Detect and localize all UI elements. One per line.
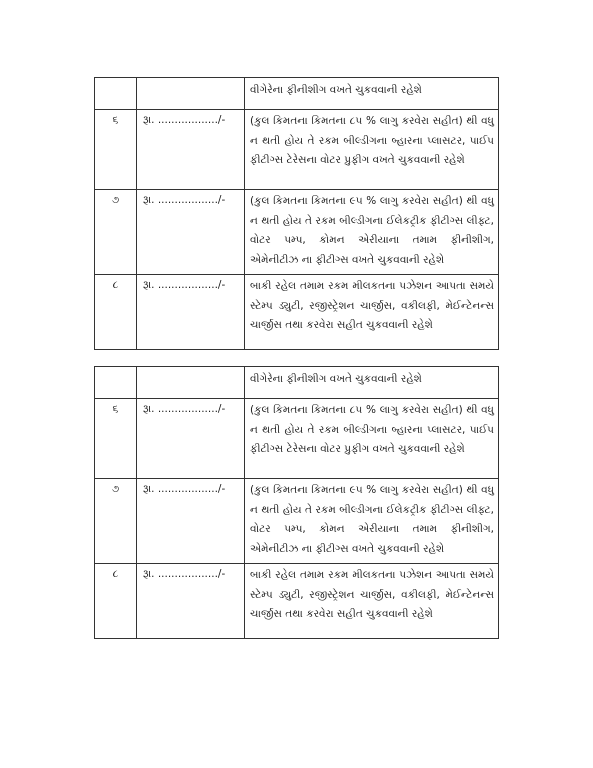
description-cell: (કુલ કિમતના કિમતના ૮૫ % લાગુ કરવેરા સહીત) થી વધુ ન થતી હોય તે રકમ બીલ્ડીગના બ્હારના પ્લાસટર, પાઈપ ફીટીગ્સ ટેરેસના વોટર પ્રુફીગ વખતે ચુકવવાની રહેશે [245,399,499,479]
serial-number-cell: ૬ [95,399,137,479]
description-cell: બાકી રહેલ તમામ રકમ મીલકતના પઝેશન આપતા સમયે સ્ટેમ્પ ડ્યુટી, રજીસ્ટ્રેશન ચાર્જીસ, વકીલફી, મેઈન્ટેનન્સ ચાર્જીસ તથા કરવેરા સહીત ચુકવવાની રહેશે [245,564,499,639]
table-row [95,479,499,564]
amount-cell: રૂા. ................../- [137,275,245,350]
serial-number-cell [95,367,137,399]
description-cell: બાકી રહેલ તમામ રકમ મીલકતના પઝેશન આપતા સમયે સ્ટેમ્પ ડ્યુટી, રજીસ્ટ્રેશન ચાર્જીસ, વકીલફી, મેઈન્ટેનન્સ ચાર્જીસ તથા કરવેરા સહીત ચુકવવાની રહેશે [245,275,499,350]
description-cell: વીગેરેના ફીનીશીગ વખતે ચુકવવાની રહેશે [245,367,499,399]
table-row [95,564,499,639]
payment-schedule-table-1 [94,77,499,350]
table-row-continuation [95,78,499,110]
table-row [95,190,499,275]
description-cell: (કુલ કિમતના કિમતના ૮૫ % લાગુ કરવેરા સહીત) થી વધુ ન થતી હોય તે રકમ બીલ્ડીગના બ્હારના પ્લાસટર, પાઈપ ફીટીગ્સ ટેરેસના વોટર પ્રુફીગ વખતે ચુકવવાની રહેશે [245,110,499,190]
payment-schedule-table-2 [94,366,499,639]
table-row [95,110,499,190]
description-cell: (કુલ કિમતના કિમતના ૯૫ % લાગુ કરવેરા સહીત) થી વધુ ન થતી હોય તે રકમ બીલ્ડીગના ઈલેકટ્રીક ફીટીગ્સ લીફ્ટ, વોટર પમ્પ, કોમન એરીયાના તમામ ફીનીશીગ, એમેનીટીઝ ના ફીટીગ્સ વખતે ચુકવવાની રહેશે [245,190,499,275]
amount-cell: રૂા. ................../- [137,479,245,564]
amount-cell: રૂા. ................../- [137,110,245,190]
serial-number-cell: ૮ [95,564,137,639]
serial-number-cell: ૮ [95,275,137,350]
table-row [95,399,499,479]
description-cell: (કુલ કિમતના કિમતના ૯૫ % લાગુ કરવેરા સહીત) થી વધુ ન થતી હોય તે રકમ બીલ્ડીગના ઈલેકટ્રીક ફીટીગ્સ લીફ્ટ, વોટર પમ્પ, કોમન એરીયાના તમામ ફીનીશીગ, એમેનીટીઝ ના ફીટીગ્સ વખતે ચુકવવાની રહેશે [245,479,499,564]
amount-cell: રૂા. ................../- [137,190,245,275]
serial-number-cell: ૭ [95,479,137,564]
table-row [95,275,499,350]
amount-cell [137,367,245,399]
serial-number-cell: ૭ [95,190,137,275]
amount-cell: રૂા. ................../- [137,564,245,639]
description-cell: વીગેરેના ફીનીશીગ વખતે ચુકવવાની રહેશે [245,78,499,110]
amount-cell: રૂા. ................../- [137,399,245,479]
serial-number-cell [95,78,137,110]
table-row-continuation [95,367,499,399]
serial-number-cell: ૬ [95,110,137,190]
amount-cell [137,78,245,110]
